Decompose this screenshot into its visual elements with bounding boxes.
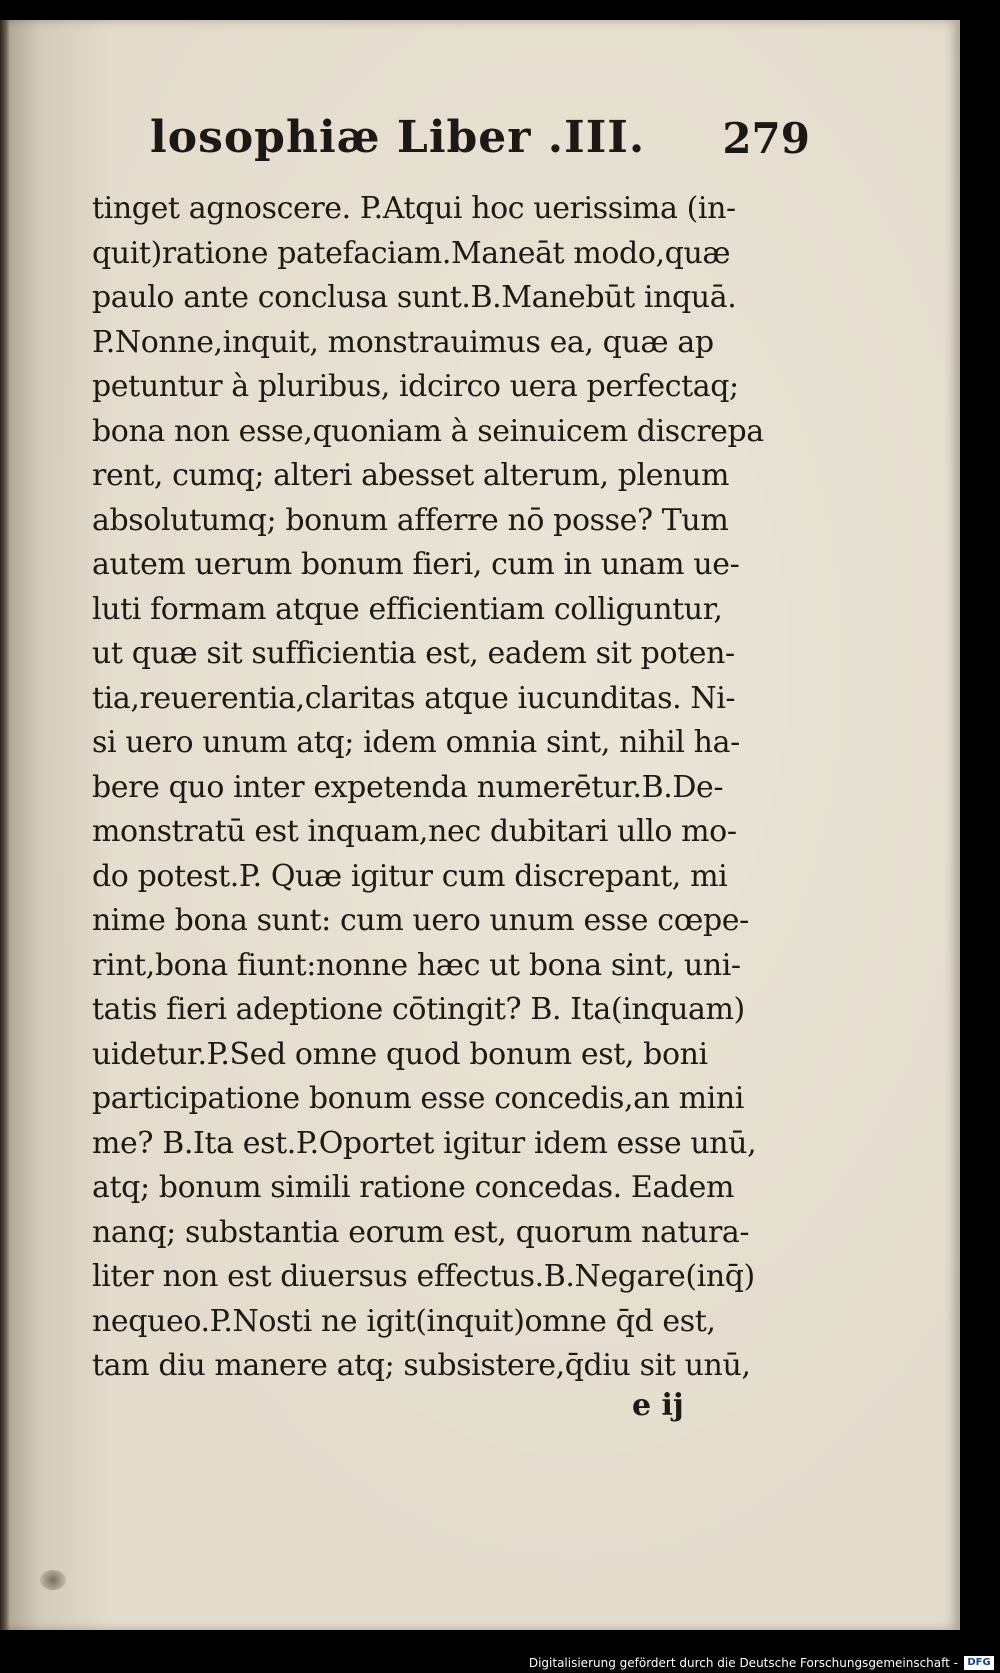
- text-line: quit)ratione patefaciam.Maneāt modo,quæ: [92, 235, 731, 271]
- text-line: autem uerum bonum fieri, cum in unam ue-: [92, 547, 740, 582]
- body-text: [92, 187, 812, 1389]
- text-line: bona non esse,quoniam à seinuicem discrepa: [92, 413, 764, 449]
- text-line: tam diu manere atq; subsistere,q̄diu sit unū,: [92, 1348, 751, 1383]
- text-line: tatis fieri adeptione cōtingit? B. Ita(inquam): [92, 992, 745, 1027]
- text-line: participatione bonum esse concedis,an mini: [92, 1081, 744, 1116]
- text-line: nime bona sunt: cum uero unum esse cœpe-: [92, 903, 749, 938]
- text-line: atq; bonum simili ratione concedas. Eadem: [92, 1170, 735, 1205]
- signature-mark: e ij: [632, 1388, 684, 1423]
- running-head: [150, 112, 810, 184]
- text-line: ut quæ sit sufficientia est, eadem sit poten-: [92, 636, 735, 671]
- page-gutter-shadow: [0, 20, 10, 1630]
- running-title: losophiæ Liber .III.: [150, 112, 646, 163]
- text-line: do potest.P. Quæ igitur cum discrepant, mi: [92, 858, 728, 894]
- book-page: [0, 20, 960, 1630]
- text-line: me? B.Ita est.P.Oportet igitur idem esse unū,: [92, 1125, 757, 1161]
- text-line: si uero unum atq; idem omnia sint, nihil ha-: [92, 725, 740, 760]
- page-number: 279: [722, 114, 810, 163]
- text-line: uidetur.P.Sed omne quod bonum est, boni: [92, 1036, 708, 1072]
- funding-credit: Digitalisierung gefördert durch die Deutsche Forschungsgemeinschaft -: [528, 1656, 958, 1670]
- text-line: paulo ante conclusa sunt.B.Manebūt inquā.: [92, 280, 737, 315]
- digitization-footer: [0, 1653, 1000, 1673]
- text-line: nanq; substantia eorum est, quorum natura-: [92, 1214, 750, 1250]
- text-line: absolutumq; bonum afferre nō posse? Tum: [92, 502, 729, 538]
- text-line: monstratū est inquam,nec dubitari ullo mo-: [92, 814, 737, 849]
- text-line: tinget agnoscere. P.Atqui hoc uerissima (in-: [92, 191, 736, 226]
- text-line: bere quo inter expetenda numerētur.B.De-: [92, 769, 724, 805]
- text-line: nequeo.P.Nosti ne igit(inquit)omne q̄d est,: [92, 1303, 716, 1339]
- text-line: P.Nonne,inquit, monstrauimus ea, quæ ap: [92, 324, 714, 360]
- text-line: tia,reuerentia,claritas atque iucunditas. Ni-: [92, 680, 736, 716]
- dfg-logo: DFG: [964, 1656, 994, 1670]
- text-line: luti formam atque efficientiam colliguntur,: [92, 591, 723, 627]
- text-line: liter non est diuersus effectus.B.Negare(inq̄): [92, 1259, 755, 1294]
- text-line: petuntur à pluribus, idcirco uera perfectaq;: [92, 369, 739, 404]
- ink-smudge: [40, 1570, 66, 1590]
- text-line: rint,bona fiunt:nonne hæc ut bona sint, uni-: [92, 947, 741, 983]
- text-line: rent, cumq; alteri abesset alterum, plenum: [92, 458, 730, 493]
